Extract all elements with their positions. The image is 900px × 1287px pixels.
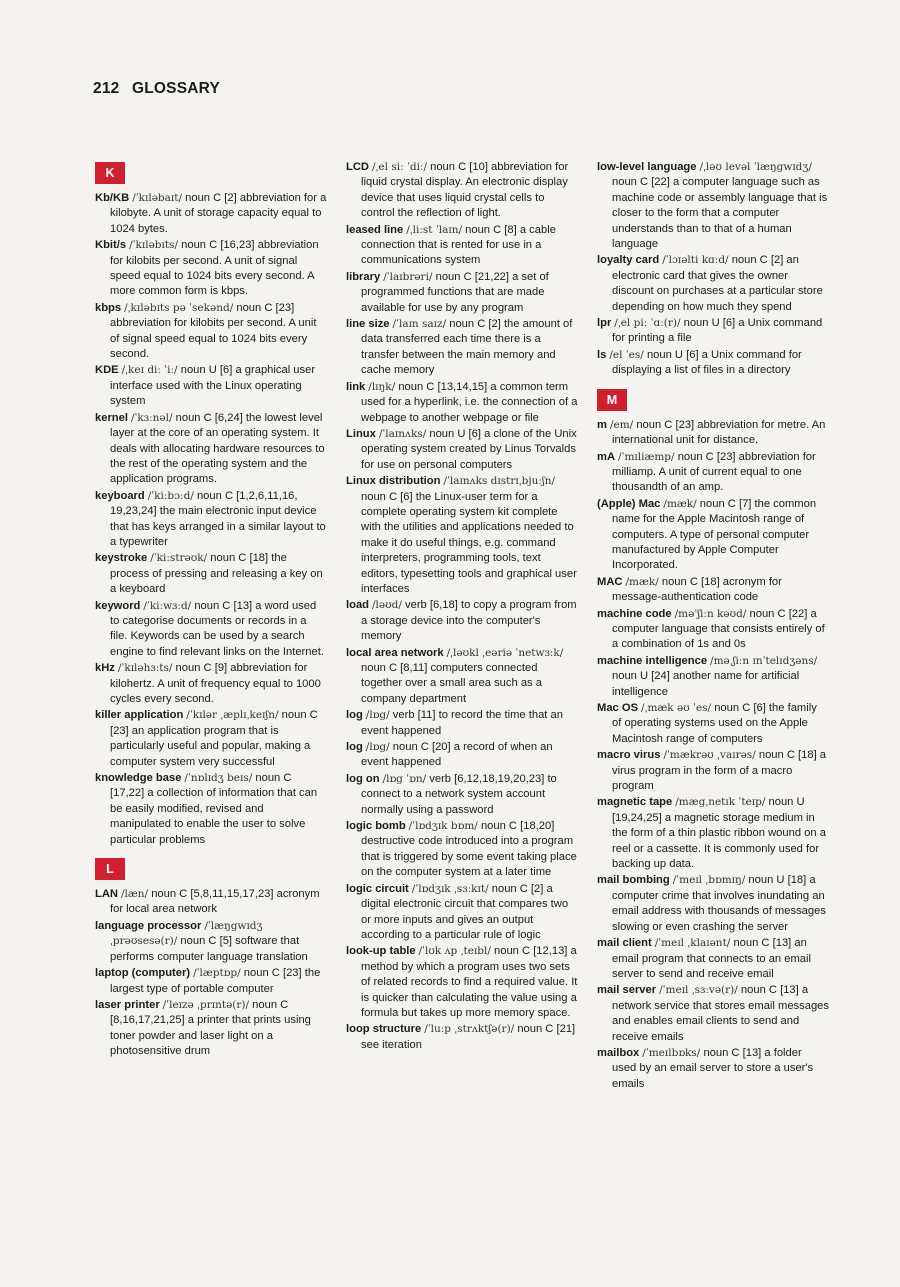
page-number: 212 [93,80,120,97]
entry-headword: loyalty card [597,254,660,267]
entry-pronunciation: /ˌmæk əʊ ˈes/ [641,702,712,714]
entry-pronunciation: /ˈkɪləbɪts/ [129,239,179,252]
entry-definition: noun C [16,23] abbreviation for kilobits per second. A unit of signal speed equal to 1024 bits every second. A more common form is kbps. [110,239,319,298]
entry-headword: logic bomb [346,820,406,833]
glossary-entry [597,160,829,252]
glossary-entry [95,919,327,965]
entry-headword: kernel [95,411,128,424]
entry-headword: mail server [597,984,657,997]
entry-headword: loop structure [346,1023,422,1036]
entry-definition: noun C [8] a cable connection that is rented for use in a communications system [361,223,556,267]
entry-definition: noun C [5,8,11,15,17,23] acronym for local area network [110,888,320,916]
glossary-section [95,160,327,848]
entry-headword: (Apple) Mac [597,497,661,510]
glossary-entry [346,740,578,771]
glossary-column-1 [95,160,327,1068]
entry-pronunciation: /ˈlɒdʒɪk ˌsɜːkɪt/ [411,882,489,895]
entry-definition: verb [6,12,18,19,20,23] to connect to a network system account normally using a password [361,772,557,816]
entry-headword: KDE [95,364,119,377]
entry-definition: verb [6,18] to copy a program from a storage device into the computer's memory [361,599,577,643]
entry-headword: laser printer [95,998,160,1011]
entry-headword: leased line [346,223,404,236]
glossary-entry [95,551,327,597]
glossary-entry [346,944,578,1021]
entry-pronunciation: /ˌel siː ˈdiː/ [372,161,427,173]
entry-definition: noun U [18] a computer crime that involves inundating an email address with thousands of messages slowing or even crashing the server [612,874,826,933]
glossary-entry [346,223,578,269]
entry-definition: noun C [5] software that performs computer language translation [110,935,308,963]
glossary-entry [597,701,829,747]
glossary-entry [95,708,327,770]
entry-pronunciation: /ˈkiːbɔːd/ [147,489,194,502]
entry-pronunciation: /mægˌnetɪk ˈteɪp/ [675,796,766,809]
entry-definition: noun C [6] the Linux-user term for a complete operating system kit complete with the utilities and applications needed to make it do useful things, e.g. command interpreters, programming tools, text editors, typesetting tools and graphical user interfaces [361,490,577,595]
glossary-entry [95,191,327,237]
entry-definition: noun U [6] a Unix command for printing a file [612,317,823,345]
entry-pronunciation: /lɪŋk/ [368,380,396,393]
entry-headword: library [346,270,381,283]
entry-pronunciation: /ˌel piː ˈɑː(r)/ [614,317,681,330]
entry-definition: noun C [23] abbreviation for metre. An international unit for distance. [612,418,826,447]
entry-definition: noun C [1,2,6,11,16, 19,23,24] the main electronic input device that has keys arranged in a similar layout to a typewriter [110,489,326,548]
glossary-entry [597,575,829,606]
glossary-entry [95,661,327,707]
glossary-entry [346,772,578,818]
entry-pronunciation: /ˈkiːstrəʊk/ [150,552,208,565]
entry-definition: noun C [13] a word used to categorise documents or records in a file. Keywords can be used by a search engine to find relevant links on the Internet. [110,599,324,658]
entry-pronunciation: /lɒg ˈɒn/ [382,772,427,785]
entry-pronunciation: /mæk/ [625,575,659,588]
entry-pronunciation: /ˈlaɪnʌks/ [378,427,427,440]
section-letter-badge: L [95,858,125,880]
entry-pronunciation: /ˈlæptɒp/ [193,967,241,980]
glossary-entry [95,301,327,363]
entry-headword: Kb/KB [95,192,130,204]
glossary-entry [346,380,578,426]
page-title: GLOSSARY [131,80,220,97]
entry-pronunciation: /ˌləʊkl ˌeəriə ˈnetwɜːk/ [446,646,564,659]
entry-definition: noun C [22] a computer language such as machine code or assembly language that is closer to the form that a computer understands than to that of a human language [612,176,828,251]
glossary-entry [597,316,829,347]
entry-pronunciation: /ˈmeɪl ˌklaɪənt/ [654,937,731,950]
glossary-entry [597,607,829,653]
entry-definition: verb [11] to record the time that an event happened [361,709,563,737]
entry-pronunciation: /ˌkeɪ diː ˈiː/ [121,364,178,377]
entry-headword: log on [346,772,380,785]
entry-definition: noun C [23] abbreviation for milliamp. A unit of current equal to one thousandth of an amp. [612,450,816,494]
glossary-entry [95,998,327,1060]
glossary-section [346,160,578,1053]
entry-pronunciation: /mæk/ [663,497,697,510]
glossary-entry [95,599,327,661]
entry-pronunciation: /məˌʃiːn ɪnˈtelɪdʒəns/ [710,654,818,667]
entry-headword: language processor [95,919,202,932]
entry-definition: noun C [22] a computer language that consists entirely of a combination of 1s and 0s [612,607,825,651]
entry-definition: noun C [13,14,15] a common term used for a hyperlink, i.e. the connection of a webpage to another webpage or file [361,380,578,424]
entry-pronunciation: /læn/ [121,888,149,901]
entry-definition: noun C [2] the amount of data transferred each time there is a transfer between the main memory and cache memory [361,318,573,377]
glossary-section [597,160,829,379]
entry-headword: Linux [346,427,376,440]
entry-definition: noun C [9] abbreviation for kilohertz. A unit of frequency equal to 1000 cycles every second. [110,662,321,705]
entry-headword: link [346,380,366,393]
entry-pronunciation: /ˈkiːwɜːd/ [143,599,192,612]
entry-headword: Mac OS [597,702,639,714]
entry-definition: noun C [2] abbreviation for a kilobyte. A unit of storage capacity equal to 1024 bytes. [110,192,327,235]
glossary-entry [95,887,327,918]
entry-headword: mailbox [597,1046,640,1059]
entry-pronunciation: /ˈmækrəʊ ˌvaɪrəs/ [663,749,756,762]
entry-definition: noun U [24] another name for artificial intelligence [612,670,800,698]
entry-definition: noun C [23] an application program that is particularly useful and popular, making a computer system very successful [110,709,318,768]
entry-pronunciation: /ˈkɜːnəl/ [130,411,173,424]
entry-headword: log [346,741,363,754]
glossary-entry [95,238,327,300]
glossary-entry [346,1022,578,1053]
entry-headword: look-up table [346,945,416,958]
entry-definition: noun C [6,24] the lowest level layer at the core of an operating system. It deals with allocating hardware resources to the rest of the operating system and the application programs. [110,411,325,486]
entry-headword: ls [597,348,607,361]
glossary-entry [346,270,578,316]
entry-pronunciation: /ˌkɪləbɪts pə ˈsekənd/ [124,301,234,314]
entry-definition: noun C [13] a network service that stores email messages and enables email clients to send and receive emails [612,984,829,1043]
glossary-entry [597,795,829,872]
entry-pronunciation: /el ˈes/ [609,348,644,361]
entry-definition: noun C [17,22] a collection of information that can be easily modified, revised and manipulated to enable the user to solve particular problems [110,772,318,846]
glossary-entry [346,427,578,473]
entry-pronunciation: /ˈkɪləbaɪt/ [132,192,183,204]
entry-pronunciation: /ˈmeɪlbɒks/ [642,1046,701,1059]
entry-pronunciation: /ˈlʊk ʌp ˌteɪbl/ [418,945,491,958]
entry-pronunciation: /lɒg/ [365,741,390,754]
entry-headword: m [597,418,607,431]
entry-definition: noun C [20] a record of when an event happened [361,741,553,769]
entry-headword: knowledge base [95,772,182,785]
glossary-section [597,387,829,1092]
entry-headword: mA [597,450,616,463]
entry-headword: kHz [95,662,115,675]
glossary-entry [346,882,578,944]
entry-headword: Kbit/s [95,239,127,252]
entry-definition: noun C [6] the family of operating systems used on the Apple Macintosh range of computers [612,702,817,745]
entry-definition: noun C [8,16,17,21,25] a printer that prints using toner powder and laser light on a photosensitive drum [110,998,311,1058]
entry-headword: mail client [597,937,652,950]
glossary-entry [346,646,578,708]
glossary-entry [597,748,829,794]
entry-definition: noun C [8,11] computers connected together over a small area such as a company department [361,662,542,705]
glossary-entry [597,873,829,935]
entry-pronunciation: /em/ [609,418,634,431]
entry-definition: noun C [13] an email program that connects to an email server to send and receive email [612,937,811,980]
entry-definition: noun U [19,24,25] a magnetic storage medium in the form of a thin plastic ribbon wound on a reel or a cassette. It is commonly used for backing up data. [612,796,826,871]
glossary-entry [597,348,829,379]
glossary-entry [95,966,327,997]
glossary-entry [597,983,829,1045]
entry-pronunciation: /ˈmeɪl ˌsɜːvə(r)/ [659,984,738,997]
entry-definition: noun U [6] a clone of the Unix operating system created by Linus Torvalds for use on personal computers [361,427,577,471]
entry-pronunciation: /ˈnɒlɪdʒ beɪs/ [184,772,253,785]
entry-definition: noun C [13] a folder used by an email server to store a user's emails [612,1046,814,1090]
entry-pronunciation: /ˈkɪləhɜːts/ [117,662,173,675]
entry-headword: Linux distribution [346,475,441,488]
glossary-column-3 [597,160,829,1100]
entry-definition: noun C [10] abbreviation for liquid crystal display. An electronic display device that uses liquid crystal cells to control the reflection of light. [361,161,569,220]
entry-definition: noun C [18] the process of pressing and releasing a key on a keyboard [110,552,323,596]
entry-definition: noun C [21,22] a set of programmed functions that are made available for use by any program [361,270,549,314]
glossary-entry [597,253,829,315]
entry-headword: macro virus [597,749,661,762]
entry-definition: noun C [21] see iteration [361,1023,576,1051]
entry-headword: keyboard [95,489,145,502]
glossary-entry [346,708,578,739]
entry-headword: magnetic tape [597,796,673,809]
entry-headword: keystroke [95,552,148,565]
glossary-entry [597,450,829,496]
section-letter-badge: M [597,389,627,411]
entry-headword: LAN [95,888,118,901]
entry-definition: noun U [6] a graphical user interface used with the Linux operating system [110,364,316,408]
entry-definition: noun C [23] abbreviation for kilobits per second. A unit of signal speed equal to 1024 bits every second. [110,301,317,361]
entry-headword: killer application [95,709,184,722]
glossary-entry [597,936,829,982]
glossary-entry [346,160,578,222]
entry-headword: LCD [346,161,369,173]
entry-definition: noun C [18,20] destructive code introduced into a program that is triggered by some event taking place on the computer system at a later time [361,820,577,879]
entry-headword: kbps [95,301,122,314]
entry-pronunciation: /ˈmeɪl ˌbɒmɪŋ/ [672,874,746,887]
entry-pronunciation: /ˈlæŋgwɪdʒ ˌprəʊsesə(r)/ [110,919,263,948]
glossary-entry [597,654,829,700]
entry-headword: log [346,709,363,722]
entry-headword: logic circuit [346,882,409,895]
entry-headword: keyword [95,599,141,612]
entry-definition: noun C [18] a virus program in the form of a macro program [612,749,827,793]
entry-headword: mail bombing [597,874,670,887]
entry-pronunciation: /ˈlaɪn saɪz/ [392,318,447,331]
entry-pronunciation: /ləʊd/ [372,599,402,612]
entry-pronunciation: /ˈluːp ˌstrʌktʃə(r)/ [424,1023,515,1036]
entry-headword: laptop (computer) [95,967,191,980]
glossary-entry [95,363,327,409]
glossary-entry [95,771,327,848]
entry-definition: noun U [6] a Unix command for displaying a list of files in a directory [612,348,802,377]
entry-pronunciation: /məˈʃiːn kəʊd/ [674,607,747,620]
entry-pronunciation: /ˈlaɪnʌks dɪstrɪˌbjuːʃn/ [443,475,556,488]
entry-pronunciation: /ˈkɪlər ˌæplɪˌkeɪʃn/ [186,709,279,722]
entry-headword: machine code [597,607,672,620]
glossary-section [95,856,327,1059]
page-header [93,80,220,98]
entry-headword: line size [346,318,390,331]
glossary-entry [95,411,327,488]
entry-headword: low-level language [597,161,697,173]
glossary-entry [597,497,829,574]
entry-definition: noun C [23] the largest type of portable computer [110,967,321,995]
entry-pronunciation: /ˈleɪzə ˌprɪntə(r)/ [162,998,250,1011]
entry-pronunciation: /lɒg/ [365,709,390,722]
glossary-entry [346,598,578,644]
entry-headword: load [346,599,369,612]
entry-pronunciation: /ˈlɔɪəlti kɑːd/ [662,254,729,267]
glossary-entry [597,1046,829,1092]
glossary-column-2 [346,160,578,1061]
entry-pronunciation: /ˈlɒdʒɪk bɒm/ [408,820,478,833]
glossary-entry [346,317,578,379]
entry-headword: machine intelligence [597,654,708,667]
entry-headword: lpr [597,317,612,330]
entry-pronunciation: /ˌləʊ levəl ˈlæŋgwɪdʒ/ [699,161,812,173]
entry-definition: noun C [2] an electronic card that gives the owner discount on purchases at a particular store depending on how much they spend [612,254,823,313]
glossary-entry [597,418,829,449]
entry-headword: MAC [597,575,623,588]
glossary-entry [95,489,327,551]
entry-definition: noun C [12,13] a method by which a program uses two sets of related records to find a required value. It is quicker than calculating the value using a formula but takes up more memory space. [361,945,578,1019]
entry-definition: noun C [7] the common name for the Apple Macintosh range of computers. A type of personal computer manufactured by Apple Computer Incorporated. [612,497,817,572]
entry-pronunciation: /ˌliːst ˈlaɪn/ [406,223,463,236]
section-letter-badge: K [95,162,125,184]
entry-definition: noun C [2] a digital electronic circuit that compares two or more inputs and gives an output according to a particular rule of logic [361,882,569,941]
glossary-entry [346,819,578,881]
entry-definition: noun C [18] acronym for message-authentication code [612,575,782,604]
entry-headword: local area network [346,646,444,659]
glossary-entry [346,474,578,597]
entry-pronunciation: /ˈmɪliæmp/ [618,450,675,463]
entry-pronunciation: /ˈlaɪbrəri/ [383,270,433,283]
